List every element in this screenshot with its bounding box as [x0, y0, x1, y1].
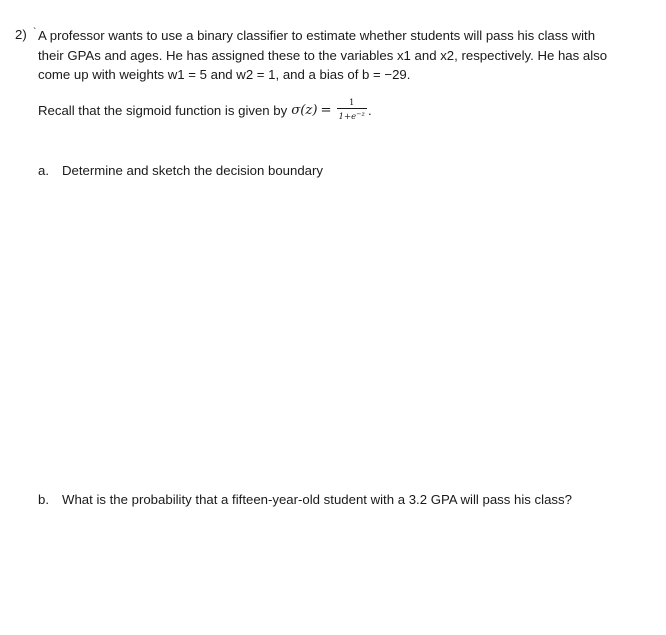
- formula-period: .: [367, 103, 372, 118]
- denominator-exponent: −z: [356, 110, 365, 118]
- question-paragraph: [38, 26, 638, 85]
- denominator-base: 1+e: [338, 112, 357, 122]
- formula-fraction: [337, 99, 367, 122]
- part-b-letter: b.: [38, 492, 49, 507]
- part-a: [38, 163, 323, 178]
- question-line-1: A professor wants to use a binary classifier to estimate whether students will pass his class with: [38, 28, 596, 43]
- formula-equals: =: [320, 103, 332, 118]
- part-b-text: What is the probability that a fifteen-year-old student with a 3.2 GPA will pass his class?: [62, 492, 572, 507]
- sigmoid-formula: [291, 103, 334, 118]
- question-line-3: come up with weights w1 = 5 and w2 = 1, and a bias of b = −29.: [38, 67, 411, 82]
- recall-text: Recall that the sigmoid function is given by: [38, 103, 288, 118]
- part-a-letter: a.: [38, 163, 49, 178]
- fraction-numerator: 1: [349, 98, 355, 108]
- sigmoid-recall: [38, 99, 372, 122]
- fraction-denominator: [337, 108, 367, 122]
- question-number: 2): [15, 27, 27, 42]
- part-a-text: Determine and sketch the decision boundary: [62, 163, 323, 178]
- part-b: [38, 492, 572, 507]
- stray-mark: `: [33, 27, 37, 38]
- formula-lhs: σ(z): [291, 103, 318, 118]
- question-line-2: their GPAs and ages. He has assigned these to the variables x1 and x2, respectively. He has also: [38, 47, 608, 63]
